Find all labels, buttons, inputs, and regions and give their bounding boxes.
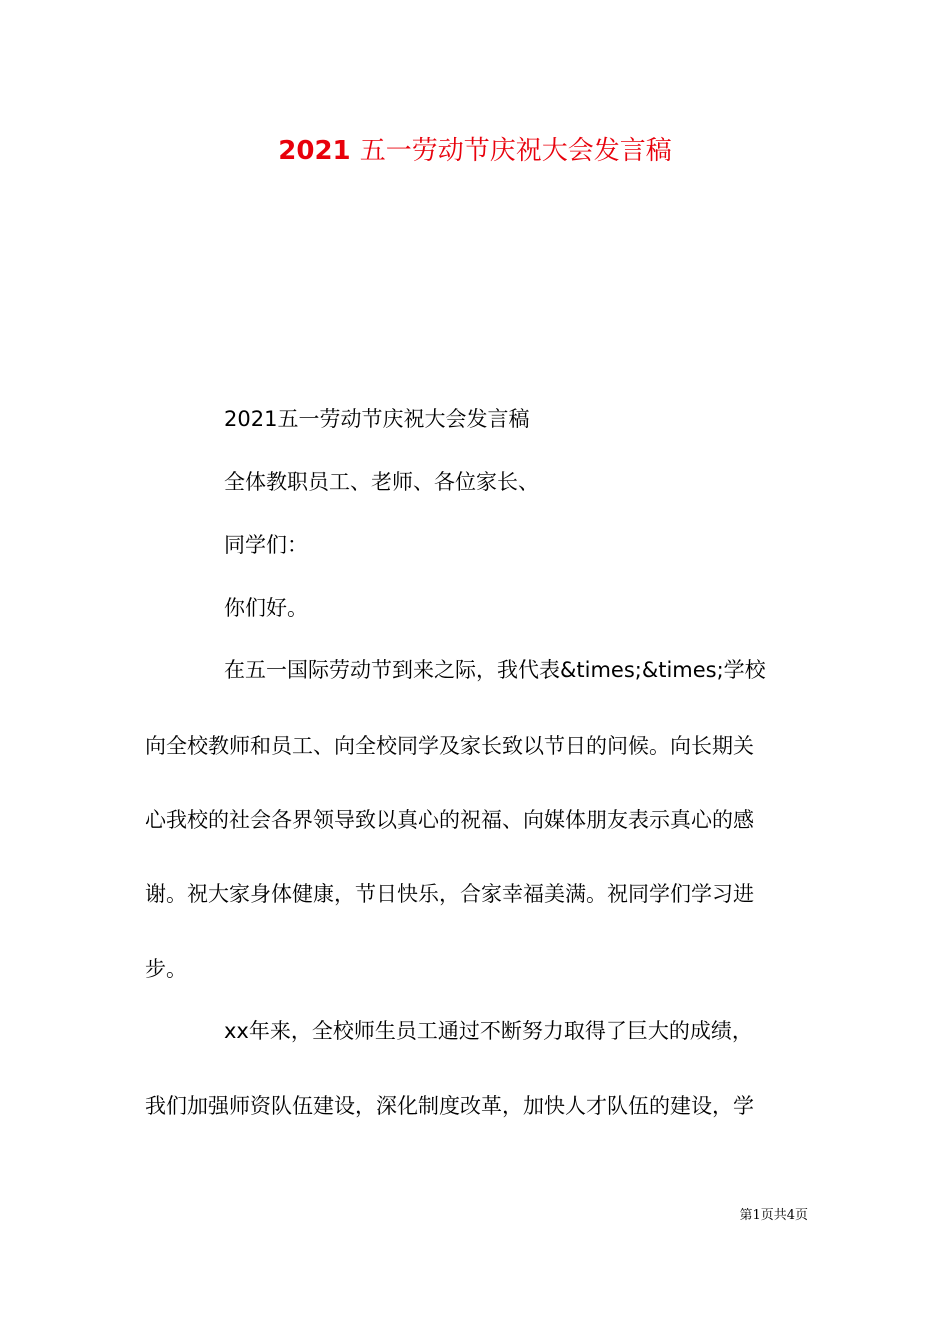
body-subtitle: 2021五一劳动节庆祝大会发言稿	[224, 407, 530, 431]
page-number-footer: 第1页共4页	[739, 1208, 808, 1223]
paragraph-2-line-1: xx年来，全校师生员工通过不断努力取得了巨大的成绩，	[224, 1019, 753, 1043]
title-year: 2021	[278, 136, 351, 166]
salutation-line-2: 同学们：	[224, 533, 308, 557]
salutation-line-1: 全体教职员工、老师、各位家长、	[224, 470, 539, 494]
paragraph-1-line-4: 谢。祝大家身体健康，节日快乐，合家幸福美满。祝同学们学习进	[145, 882, 754, 906]
paragraph-1-line-1: 在五一国际劳动节到来之际，我代表&times;&times;学校	[224, 658, 766, 682]
paragraph-1-line-2: 向全校教师和员工、向全校同学及家长致以节日的问候。向长期关	[145, 734, 754, 758]
document-title	[0, 133, 950, 169]
paragraph-1-line-3: 心我校的社会各界领导致以真心的祝福、向媒体朋友表示真心的感	[145, 808, 754, 832]
paragraph-1-line-5: 步。	[145, 957, 187, 981]
paragraph-2-line-2: 我们加强师资队伍建设，深化制度改革，加快人才队伍的建设，学	[145, 1094, 754, 1118]
title-text: 五一劳动节庆祝大会发言稿	[359, 136, 672, 166]
greeting: 你们好。	[224, 596, 308, 620]
